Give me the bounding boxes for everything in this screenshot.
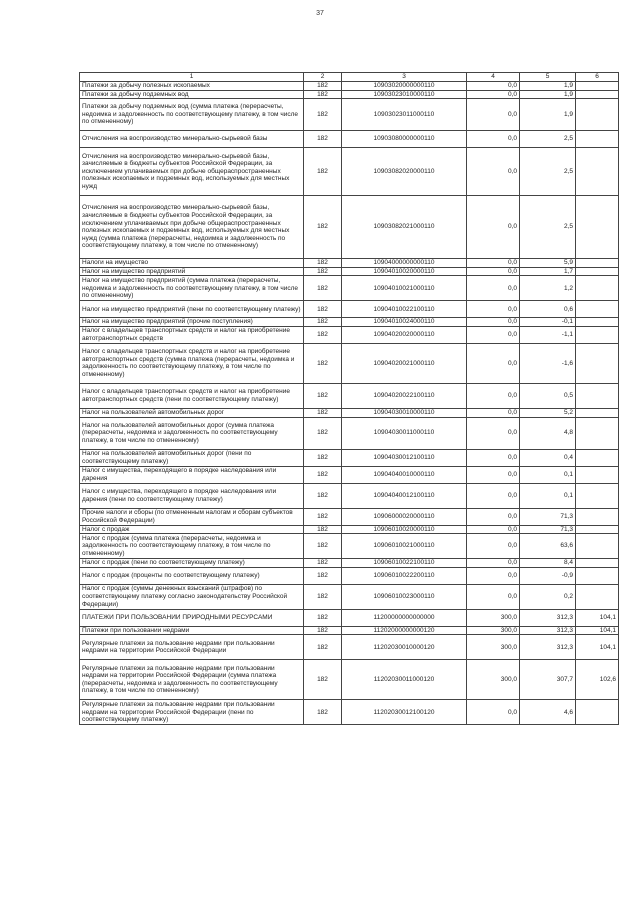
table-row xyxy=(80,626,619,635)
row-actual: 0,1 xyxy=(520,483,576,508)
row-plan: 0,0 xyxy=(467,383,520,408)
table-row xyxy=(80,660,619,700)
row-actual: 312,3 xyxy=(520,635,576,660)
row-actual: 63,6 xyxy=(520,534,576,559)
header-cell-2: 2 xyxy=(304,73,342,82)
header-cell-1: 1 xyxy=(80,73,304,82)
row-admin-code: 182 xyxy=(304,635,342,660)
row-percent xyxy=(576,449,619,466)
row-admin-code: 182 xyxy=(304,700,342,725)
row-name: Налог с продаж (проценты по соответствующему платежу) xyxy=(80,567,304,584)
row-budget-code: 11202000000000120 xyxy=(342,626,467,635)
row-admin-code: 182 xyxy=(304,534,342,559)
table-row xyxy=(80,417,619,449)
row-name: Налог с продаж (пени по соответствующему платежу) xyxy=(80,559,304,568)
row-plan: 0,0 xyxy=(467,567,520,584)
row-actual: 8,4 xyxy=(520,559,576,568)
row-percent xyxy=(576,318,619,327)
row-admin-code: 182 xyxy=(304,584,342,609)
row-actual: 71,3 xyxy=(520,508,576,525)
row-plan: 0,0 xyxy=(467,534,520,559)
row-budget-code: 10904010024000110 xyxy=(342,318,467,327)
row-plan: 0,0 xyxy=(467,449,520,466)
row-plan: 0,0 xyxy=(467,483,520,508)
row-name: Прочие налоги и сборы (по отмененным налогам и сборам субъектов Российской Федерации) xyxy=(80,508,304,525)
row-admin-code: 182 xyxy=(304,267,342,276)
row-plan: 300,0 xyxy=(467,635,520,660)
row-budget-code: 10903082020000110 xyxy=(342,148,467,196)
row-actual: 1,9 xyxy=(520,90,576,99)
row-percent xyxy=(576,99,619,131)
table-row xyxy=(80,508,619,525)
row-admin-code: 182 xyxy=(304,148,342,196)
row-budget-code: 10903023010000110 xyxy=(342,90,467,99)
row-budget-code: 11202030011000120 xyxy=(342,660,467,700)
row-budget-code: 10906000020000110 xyxy=(342,508,467,525)
table-row xyxy=(80,90,619,99)
row-plan: 0,0 xyxy=(467,417,520,449)
table-body xyxy=(80,73,619,725)
row-plan: 0,0 xyxy=(467,301,520,318)
row-budget-code: 10906010022100110 xyxy=(342,559,467,568)
table-row xyxy=(80,267,619,276)
row-percent xyxy=(576,383,619,408)
row-admin-code: 182 xyxy=(304,508,342,525)
row-name: Налог с владельцев транспортных средств и налог на приобретение автотранспортных средств (пени по соответствующему платежу) xyxy=(80,383,304,408)
row-admin-code: 182 xyxy=(304,408,342,417)
table-row xyxy=(80,567,619,584)
row-plan: 0,0 xyxy=(467,508,520,525)
table-row xyxy=(80,584,619,609)
row-admin-code: 182 xyxy=(304,483,342,508)
row-percent xyxy=(576,82,619,91)
row-admin-code: 182 xyxy=(304,82,342,91)
row-name: Регулярные платежи за пользование недрами при пользовании недрами на территории Российской Федерации (сумма платежа (перерасчеты, недоимка и задолженность по соответствующему платежу, в том числе по отмененному) xyxy=(80,660,304,700)
row-budget-code: 11200000000000000 xyxy=(342,609,467,626)
row-name: Отчисления на воспроизводство минерально-сырьевой базы, зачисляемые в бюджеты субъектов Российской Федерации, за исключением уплачиваемых при добыче общераспространенных полезных ископаемых и подземных вод, используемых для местных нужд xyxy=(80,148,304,196)
table-row xyxy=(80,99,619,131)
table-row xyxy=(80,276,619,301)
row-name: Налог с владельцев транспортных средств и налог на приобретение автотранспортных средств (сумма платежа (перерасчеты, недоимка и задолженность по соответствующему платежу, в том числе по отмененному) xyxy=(80,343,304,383)
row-actual: 0,6 xyxy=(520,301,576,318)
row-name: Регулярные платежи за пользование недрами при пользовании недрами на территории Российской Федерации xyxy=(80,635,304,660)
row-plan: 0,0 xyxy=(467,408,520,417)
header-cell-5: 5 xyxy=(520,73,576,82)
row-admin-code: 182 xyxy=(304,301,342,318)
row-percent xyxy=(576,267,619,276)
row-admin-code: 182 xyxy=(304,196,342,259)
row-plan: 300,0 xyxy=(467,609,520,626)
row-actual: 2,5 xyxy=(520,196,576,259)
row-budget-code: 10904010020000110 xyxy=(342,267,467,276)
row-actual: 1,9 xyxy=(520,82,576,91)
row-actual: 4,6 xyxy=(520,700,576,725)
row-name: Налог на имущество предприятий (пени по соответствующему платежу) xyxy=(80,301,304,318)
row-actual: 71,3 xyxy=(520,525,576,534)
row-actual: 0,2 xyxy=(520,584,576,609)
row-percent: 104,1 xyxy=(576,635,619,660)
row-percent: 104,1 xyxy=(576,609,619,626)
row-actual: 312,3 xyxy=(520,609,576,626)
row-admin-code: 182 xyxy=(304,383,342,408)
row-percent xyxy=(576,326,619,343)
row-actual: 1,7 xyxy=(520,267,576,276)
row-plan: 0,0 xyxy=(467,343,520,383)
table-row xyxy=(80,383,619,408)
row-percent xyxy=(576,196,619,259)
row-percent xyxy=(576,508,619,525)
row-actual: -1,1 xyxy=(520,326,576,343)
row-name: Платежи за добычу полезных ископаемых xyxy=(80,82,304,91)
row-admin-code: 182 xyxy=(304,609,342,626)
table-header-row xyxy=(80,73,619,82)
row-budget-code: 10904010021000110 xyxy=(342,276,467,301)
row-name: Налоги на имущество xyxy=(80,259,304,268)
row-name: Налог на имущество предприятий (прочие поступления) xyxy=(80,318,304,327)
row-percent xyxy=(576,466,619,483)
row-percent xyxy=(576,700,619,725)
row-name: Налог с имущества, переходящего в порядке наследования или дарения (пени по соответствующему платежу) xyxy=(80,483,304,508)
row-admin-code: 182 xyxy=(304,343,342,383)
row-plan: 0,0 xyxy=(467,584,520,609)
row-budget-code: 10906010020000110 xyxy=(342,525,467,534)
row-name: Платежи за добычу подземных вод (сумма платежа (перерасчеты, недоимка и задолженность по соответствующему платежу, в том числе по отмененному) xyxy=(80,99,304,131)
row-name: Налог на имущество предприятий (сумма платежа (перерасчеты, недоимка и задолженность по соответствующему платежу, в том числе по отмененному) xyxy=(80,276,304,301)
row-plan: 300,0 xyxy=(467,626,520,635)
row-budget-code: 10904030012100110 xyxy=(342,449,467,466)
row-admin-code: 182 xyxy=(304,559,342,568)
row-actual: 4,8 xyxy=(520,417,576,449)
row-plan: 0,0 xyxy=(467,148,520,196)
row-actual: 0,1 xyxy=(520,466,576,483)
row-actual: 307,7 xyxy=(520,660,576,700)
row-plan: 0,0 xyxy=(467,318,520,327)
table-row xyxy=(80,609,619,626)
row-plan: 0,0 xyxy=(467,267,520,276)
table-row xyxy=(80,196,619,259)
row-percent xyxy=(576,131,619,148)
row-budget-code: 11202030012100120 xyxy=(342,700,467,725)
row-budget-code: 10904010022100110 xyxy=(342,301,467,318)
row-admin-code: 182 xyxy=(304,99,342,131)
table-row xyxy=(80,408,619,417)
table-row xyxy=(80,635,619,660)
row-plan: 0,0 xyxy=(467,131,520,148)
row-admin-code: 182 xyxy=(304,276,342,301)
row-name: Налог на имущество предприятий xyxy=(80,267,304,276)
row-plan: 0,0 xyxy=(467,90,520,99)
row-budget-code: 10903080000000110 xyxy=(342,131,467,148)
row-percent xyxy=(576,301,619,318)
row-name: Налог с продаж (сумма платежа (перерасчеты, недоимка и задолженность по соответствующему платежу, в том числе по отмененному) xyxy=(80,534,304,559)
header-cell-6: 6 xyxy=(576,73,619,82)
row-percent xyxy=(576,343,619,383)
row-admin-code: 182 xyxy=(304,525,342,534)
row-percent: 104,1 xyxy=(576,626,619,635)
row-budget-code: 10906010023000110 xyxy=(342,584,467,609)
row-admin-code: 182 xyxy=(304,567,342,584)
row-admin-code: 182 xyxy=(304,326,342,343)
row-budget-code: 10906010021000110 xyxy=(342,534,467,559)
header-cell-4: 4 xyxy=(467,73,520,82)
row-plan: 300,0 xyxy=(467,660,520,700)
row-name: Налог с имущества, переходящего в порядке наследования или дарения xyxy=(80,466,304,483)
row-name: Налог с продаж xyxy=(80,525,304,534)
row-admin-code: 182 xyxy=(304,626,342,635)
row-name: Налог на пользователей автомобильных дорог (пени по соответствующему платежу) xyxy=(80,449,304,466)
table-row xyxy=(80,82,619,91)
row-actual: 312,3 xyxy=(520,626,576,635)
row-actual: -0,1 xyxy=(520,318,576,327)
table-row xyxy=(80,259,619,268)
row-plan: 0,0 xyxy=(467,196,520,259)
row-name: Налог на пользователей автомобильных дорог (сумма платежа (перерасчеты, недоимка и задолженность по соответствующему платежу, в том числе по отмененному) xyxy=(80,417,304,449)
row-name: Платежи за добычу подземных вод xyxy=(80,90,304,99)
row-plan: 0,0 xyxy=(467,82,520,91)
table-row xyxy=(80,131,619,148)
row-budget-code: 10904040010000110 xyxy=(342,466,467,483)
row-plan: 0,0 xyxy=(467,700,520,725)
table-row xyxy=(80,301,619,318)
row-actual: 1,2 xyxy=(520,276,576,301)
row-percent xyxy=(576,483,619,508)
row-budget-code: 10903023011000110 xyxy=(342,99,467,131)
row-budget-code: 10903020000000110 xyxy=(342,82,467,91)
row-plan: 0,0 xyxy=(467,326,520,343)
row-budget-code: 10904020021000110 xyxy=(342,343,467,383)
row-plan: 0,0 xyxy=(467,559,520,568)
row-budget-code: 10904030010000110 xyxy=(342,408,467,417)
row-budget-code: 11202030010000120 xyxy=(342,635,467,660)
row-budget-code: 10904040012100110 xyxy=(342,483,467,508)
row-percent xyxy=(576,534,619,559)
table-row xyxy=(80,700,619,725)
row-admin-code: 182 xyxy=(304,417,342,449)
row-name: Отчисления на воспроизводство минерально-сырьевой базы xyxy=(80,131,304,148)
row-percent xyxy=(576,148,619,196)
row-percent: 102,6 xyxy=(576,660,619,700)
budget-table xyxy=(79,72,619,725)
row-admin-code: 182 xyxy=(304,131,342,148)
table-row xyxy=(80,483,619,508)
row-percent xyxy=(576,276,619,301)
row-plan: 0,0 xyxy=(467,466,520,483)
row-percent xyxy=(576,525,619,534)
row-admin-code: 182 xyxy=(304,466,342,483)
table-row xyxy=(80,318,619,327)
row-actual: 1,9 xyxy=(520,99,576,131)
row-percent xyxy=(576,567,619,584)
row-admin-code: 182 xyxy=(304,660,342,700)
table-row xyxy=(80,343,619,383)
row-name: Отчисления на воспроизводство минерально-сырьевой базы, зачисляемые в бюджеты субъектов Российской Федерации, за исключением уплачиваемых при добыче общераспространенных полезных ископаемых и подземных вод, используемых для местных нужд (сумма платежа (перерасчеты, недоимка и задолженность по соответствующему платежу, в том числе по отмененному) xyxy=(80,196,304,259)
row-name: ПЛАТЕЖИ ПРИ ПОЛЬЗОВАНИИ ПРИРОДНЫМИ РЕСУРСАМИ xyxy=(80,609,304,626)
row-name: Платежи при пользовании недрами xyxy=(80,626,304,635)
row-percent xyxy=(576,90,619,99)
row-admin-code: 182 xyxy=(304,90,342,99)
row-percent xyxy=(576,417,619,449)
row-percent xyxy=(576,408,619,417)
row-name: Налог на пользователей автомобильных дорог xyxy=(80,408,304,417)
row-admin-code: 182 xyxy=(304,449,342,466)
row-percent xyxy=(576,259,619,268)
row-plan: 0,0 xyxy=(467,99,520,131)
row-actual: 5,2 xyxy=(520,408,576,417)
row-percent xyxy=(576,559,619,568)
row-budget-code: 10906010022200110 xyxy=(342,567,467,584)
row-admin-code: 182 xyxy=(304,259,342,268)
row-actual: -1,6 xyxy=(520,343,576,383)
row-actual: -0,9 xyxy=(520,567,576,584)
row-actual: 0,5 xyxy=(520,383,576,408)
table-row xyxy=(80,559,619,568)
header-cell-3: 3 xyxy=(342,73,467,82)
row-plan: 0,0 xyxy=(467,259,520,268)
table-row xyxy=(80,449,619,466)
row-name: Налог с продаж (суммы денежных взысканий (штрафов) по соответствующему платежу согласно законодательству Российской Федерации) xyxy=(80,584,304,609)
row-admin-code: 182 xyxy=(304,318,342,327)
table-row xyxy=(80,525,619,534)
row-budget-code: 10904000000000110 xyxy=(342,259,467,268)
row-budget-code: 10903082021000110 xyxy=(342,196,467,259)
table-row xyxy=(80,466,619,483)
table-row xyxy=(80,148,619,196)
row-percent xyxy=(576,584,619,609)
row-actual: 2,5 xyxy=(520,148,576,196)
row-plan: 0,0 xyxy=(467,276,520,301)
row-actual: 5,9 xyxy=(520,259,576,268)
table-row xyxy=(80,326,619,343)
row-budget-code: 10904030011000110 xyxy=(342,417,467,449)
row-actual: 2,5 xyxy=(520,131,576,148)
page-number: 37 xyxy=(316,10,324,17)
row-plan: 0,0 xyxy=(467,525,520,534)
row-budget-code: 10904020020000110 xyxy=(342,326,467,343)
row-actual: 0,4 xyxy=(520,449,576,466)
row-budget-code: 10904020022100110 xyxy=(342,383,467,408)
table-row xyxy=(80,534,619,559)
row-name: Регулярные платежи за пользование недрами при пользовании недрами на территории Российской Федерации (пени по соответствующему платежу) xyxy=(80,700,304,725)
row-name: Налог с владельцев транспортных средств и налог на приобретение автотранспортных средств xyxy=(80,326,304,343)
